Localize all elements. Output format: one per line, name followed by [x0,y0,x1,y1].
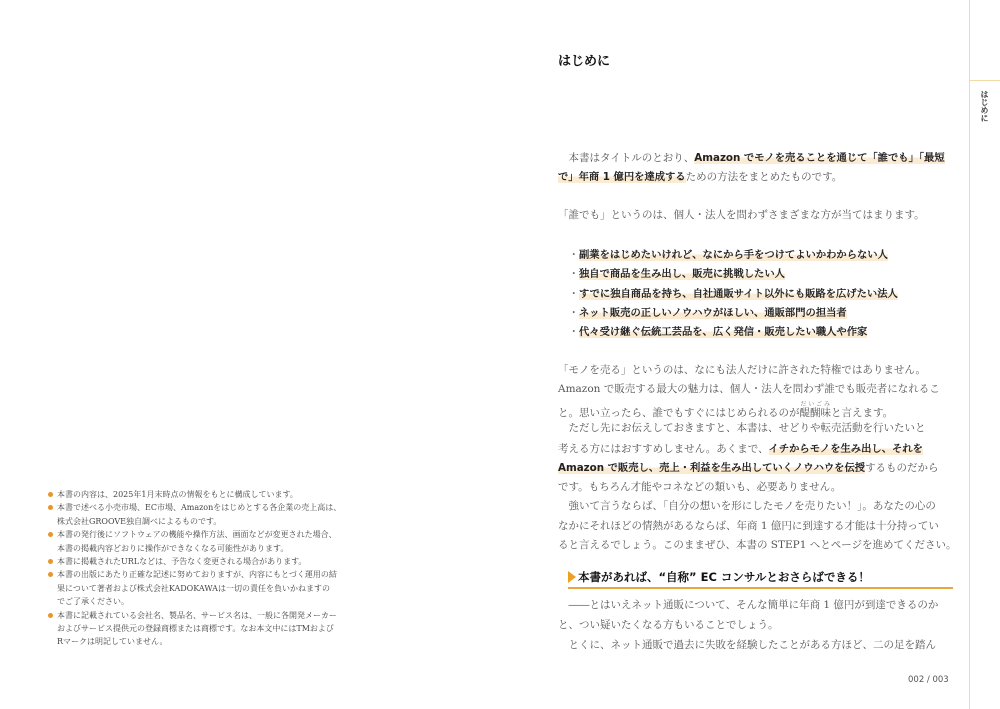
text-line [558,362,958,377]
bullet-dot-icon [48,572,53,577]
margin-divider [969,0,970,709]
note-line: 本書に掲載されたURLなどは、予告なく変更される場合があります。 [57,557,307,567]
highlighted-text: 代々受け継ぐ伝統工芸品を、広く発信・販売したい職人や作家 [579,326,868,338]
note-line: でご了承ください。 [57,597,129,607]
text-line [558,637,958,652]
text-segment: ――とはいえネット通販について、そんな簡単に年商 1 億円が到達できるのか [558,599,939,611]
chapter-tab[interactable]: はじめに [980,90,989,122]
note-line: 本書の出版にあたり正確な記述に努めておりますが、内容にもとづく運用の結 [57,570,337,580]
note-line: 本書に記載されている会社名、製品名、サービス名は、一般に各開発メーカー [57,610,337,620]
text-line [558,207,958,222]
text-line [558,617,958,632]
text-segment: 「誰でも」というのは、個人・法人を問わずさまざまな方が当てはまります。 [558,209,925,221]
highlighted-text: 独自で商品を生み出し、販売に挑戦したい人 [579,268,785,280]
highlighted-text: 副業をはじめたいけれど、なにから手をつけてよいかわからない人 [579,249,888,261]
text-segment: ・ [558,288,579,300]
text-line [558,285,958,301]
text-line [558,420,958,435]
text-segment: ると言えるでしょう。このままぜひ、本書の STEP1 へとページを進めてください。 [558,539,957,551]
highlighted-text: で」年商 1 億円を達成する [558,171,686,183]
bullet-dot-icon [48,559,53,564]
ruby-base: 醍醐味 [799,407,831,419]
text-line [558,479,958,494]
text-line [558,459,958,475]
bullet-dot-icon [48,505,53,510]
text-line [558,537,958,552]
section-heading [568,569,953,589]
text-segment: Amazon で販売する最大の魅力は、個人・法人を問わず誰でも販売者になれるこ [558,383,940,395]
page-number: 002 / 003 [908,675,949,685]
bullet-dot-icon [48,492,53,497]
text-line [558,149,958,165]
highlighted-text: Amazon でモノを売ることを通じて「誰でも」「最短 [694,152,945,164]
note-line: 本書で述べる小売市場、EC市場、Amazonをはじめとする各企業の売上高は、 [57,503,342,513]
note-line: 本書の内容は、2025年1月末時点の情報をもとに構成しています。 [57,490,298,499]
text-segment: ための方法をまとめたものです。 [685,171,843,183]
text-line [558,518,958,533]
note-item [48,609,363,649]
note-item [48,488,363,501]
text-segment: と言えます。 [831,407,894,419]
text-segment: するものだから [865,462,939,474]
text-line [558,168,958,184]
bullet-dot-icon [48,532,53,537]
text-segment: なかにそれほどの情熱があるならば、年商 1 億円に到達する才能は十分持ってい [558,520,939,532]
text-segment: です。もちろん才能やコネなどの類いも、必要ありません。 [558,481,842,493]
text-line [558,304,958,320]
note-item [48,528,363,555]
text-segment: と。思い立ったら、誰でもすぐにはじめられるのが [558,407,800,419]
section-heading-text: 本書があれば、“自称” EC コンサルとおさらばできる！ [578,570,870,584]
note-item [48,501,363,528]
note-line: 果について著者および株式会社KADOKAWAは一切の責任を負いかねますの [57,583,330,593]
text-line [558,381,958,396]
ruby-reading: だいごみ [799,401,831,408]
note-line: およびサービス提供元の登録商標または商標です。なお本文中にはTMおよび [57,624,334,634]
text-segment: と、つい疑いたくなる方もいることでしょう。 [558,619,779,631]
text-segment: とくに、ネット通販で過去に失敗を経験したことがある方ほど、二の足を踏ん [558,639,936,651]
note-line: 本書の掲載内容どおりに操作ができなくなる可能性があります。 [57,543,289,553]
text-segment: ・ [558,249,579,261]
text-line [558,323,958,339]
text-segment: 本書はタイトルのとおり、 [558,152,695,164]
text-line [558,401,958,420]
text-segment: ・ [558,307,579,319]
note-item [48,568,363,608]
note-line: 株式会社GROOVE独自調べによるものです。 [57,516,222,526]
note-line: Rマークは明記していません。 [57,637,168,647]
highlighted-text: Amazon で販売し、売上・利益を生み出していくノウハウを伝授 [558,462,866,474]
text-segment: 強いて言うならば、「自分の想いを形にしたモノを売りたい！」。あなたの心の [558,500,936,512]
text-segment: 「モノを売る」というのは、なにも法人だけに許された特権ではありません。 [558,364,927,376]
note-item [48,555,363,568]
text-line [558,440,958,456]
text-segment: ただし先にお伝えしておきますと、本書は、せどりや転売活動を行いたいと [558,422,926,434]
highlighted-text: ネット販売の正しいノウハウがほしい、通販部門の担当者 [579,307,847,319]
highlighted-text: イチからモノを生み出し、それを [768,443,923,455]
text-line [558,265,958,281]
ruby-word [799,401,832,419]
page-title: はじめに [558,54,611,69]
bullet-dot-icon [48,613,53,618]
highlighted-text: すでに独自商品を持ち、自社通販サイト以外にも販路を広げたい法人 [579,288,898,300]
note-line: 本書の発行後にソフトウェアの機能や操作方法、画面などが変更された場合、 [57,530,337,540]
text-segment: 考える方にはおすすめしません。あくまで、 [558,443,769,455]
text-segment: ・ [558,268,579,280]
text-line [558,498,958,513]
text-line [558,246,958,262]
tab-divider [969,80,1000,81]
text-line [558,597,958,612]
text-segment: ・ [558,326,579,338]
triangle-bullet-icon [568,571,576,583]
disclaimer-notes [48,488,363,649]
